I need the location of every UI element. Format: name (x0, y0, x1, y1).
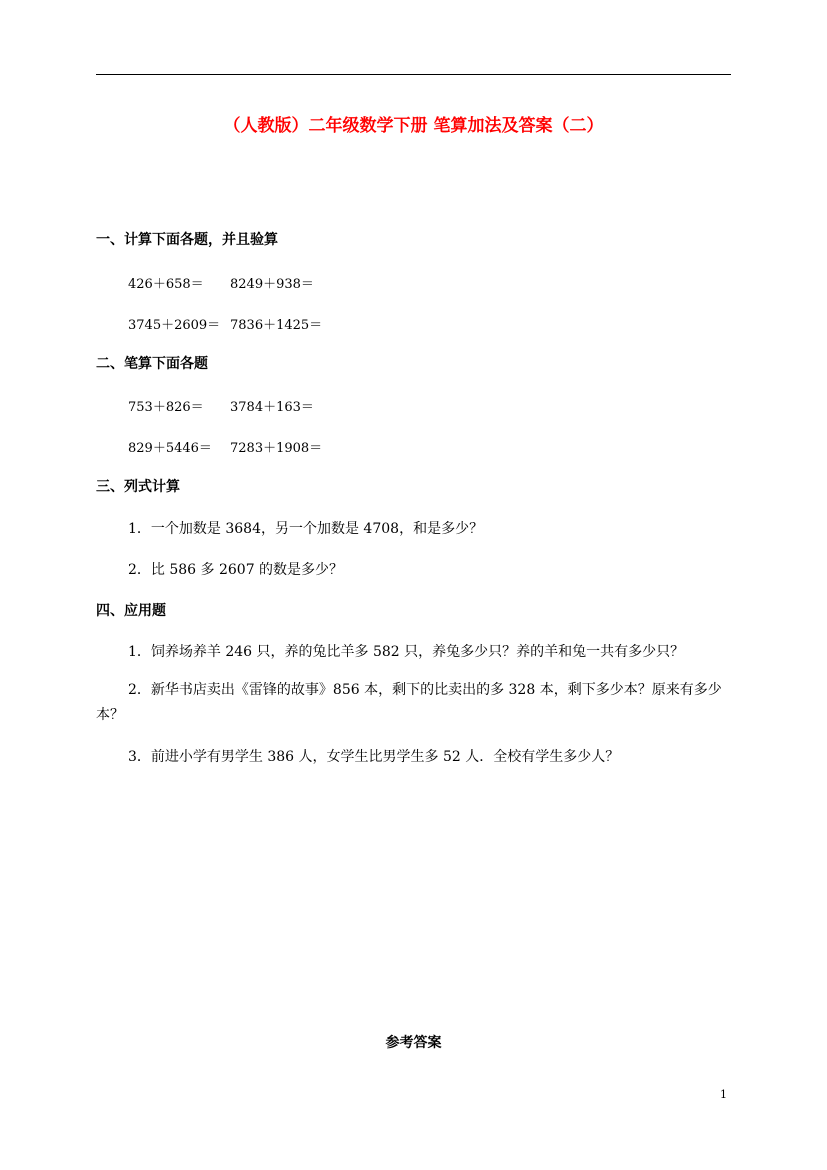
expression: 426＋658＝ (128, 277, 204, 292)
expression: 753＋826＝ (128, 400, 204, 415)
expression: 7836＋1425＝ (230, 318, 323, 333)
expression: 3745＋2609＝ (128, 318, 221, 333)
expression: 829＋5446＝ (128, 441, 212, 456)
section-3-heading: 三、列式计算 (96, 479, 180, 495)
expression: 7283＋1908＝ (230, 441, 323, 456)
section-4-heading: 四、应用题 (96, 603, 166, 619)
section-1-row-1 (128, 273, 314, 292)
section-1-row-2 (128, 314, 322, 333)
page-number: 1 (720, 1088, 727, 1101)
expression: 3784＋163＝ (230, 400, 314, 415)
header-rule (96, 74, 731, 75)
section-1-heading: 一、计算下面各题，并且验算 (96, 232, 278, 248)
section-4-question-2: 2．新华书店卖出《雷锋的故事》856 本，剩下的比卖出的多 328 本，剩下多少本？原来有多少本？ (96, 682, 722, 723)
section-3-question-1: 1．一个加数是 3684，另一个加数是 4708，和是多少？ (128, 521, 484, 537)
section-2-row-2 (128, 437, 322, 456)
section-2-heading: 二、笔算下面各题 (96, 356, 208, 372)
section-3-question-2: 2．比 586 多 2607 的数是多少？ (128, 562, 344, 578)
answer-key-heading: 参考答案 (385, 1035, 442, 1051)
section-2-row-1 (128, 396, 314, 415)
section-4-question-1: 1．饲养场养羊 246 只，养的兔比羊多 582 只，养兔多少只？养的羊和兔一共有多少只？ (128, 644, 685, 660)
section-4-question-3: 3．前进小学有男学生 386 人，女学生比男学生多 52 人．全校有学生多少人？ (128, 749, 620, 765)
expression: 8249＋938＝ (230, 277, 314, 292)
document-title: （人教版）二年级数学下册 笔算加法及答案（二） (223, 116, 604, 136)
